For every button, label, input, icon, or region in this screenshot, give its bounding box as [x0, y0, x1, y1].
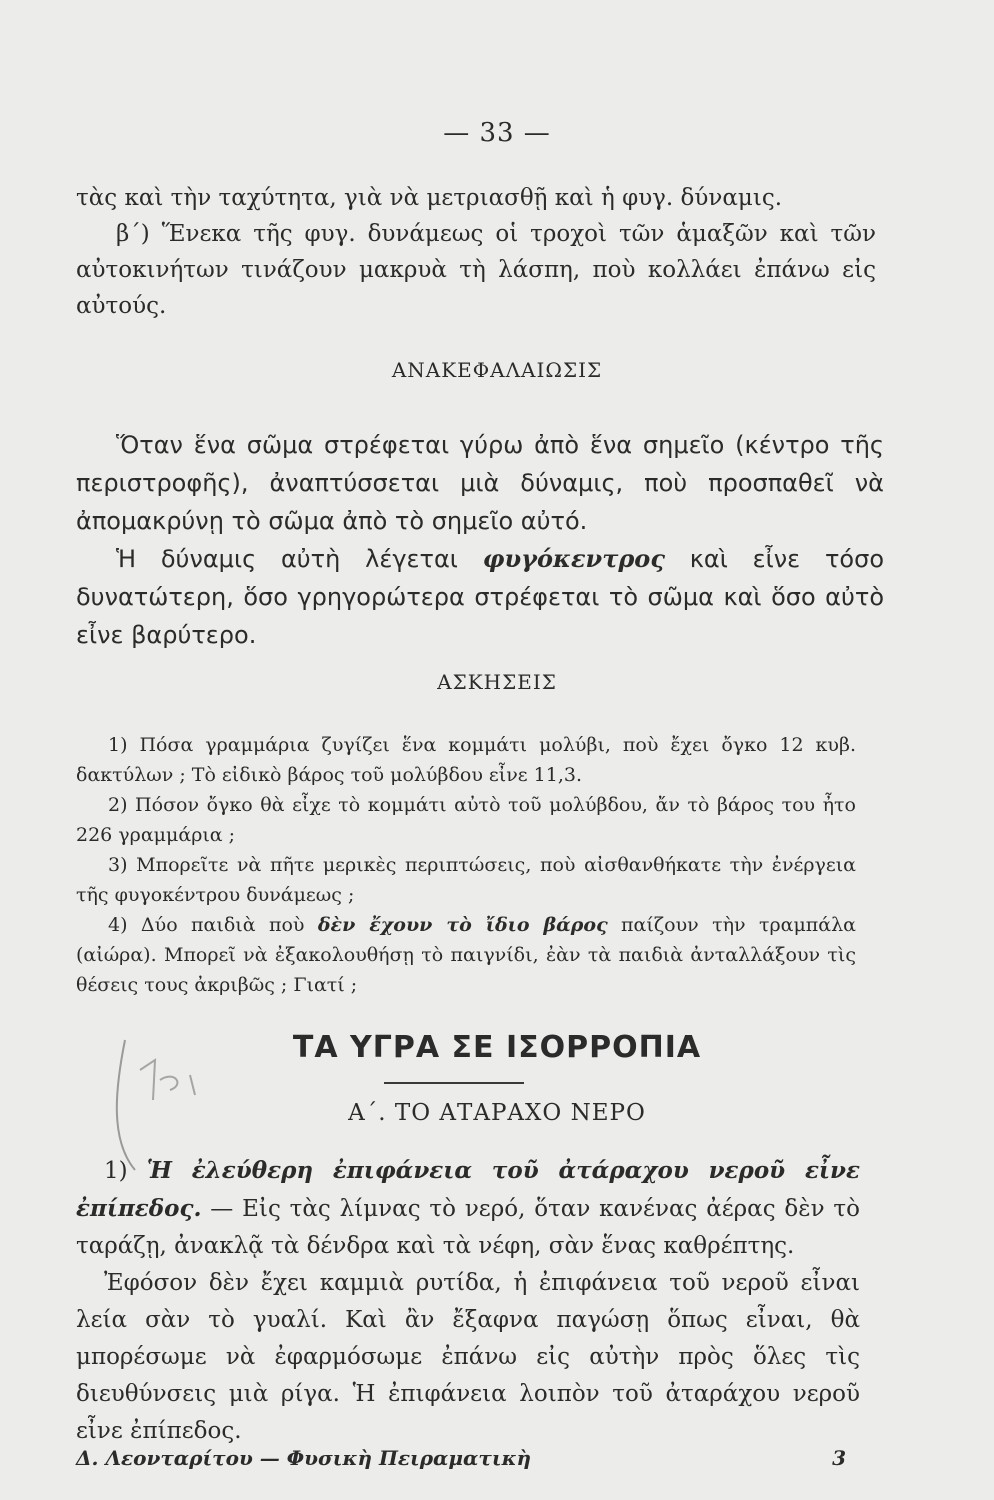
page-number: — 33 —: [443, 118, 551, 148]
exercises-list: [76, 730, 856, 1000]
body-text: [76, 1152, 860, 1450]
footer: [76, 1446, 846, 1470]
body-paragraph-2: Ἐφόσον δὲν ἔχει καμμιὰ ρυτίδα, ἡ ἐπιφάνεια τοῦ νεροῦ εἶναι λεία σὰν τὸ γυαλί. Καὶ ἂν ἔξαφνα παγώσῃ ὅπως εἶναι, θὰ μπορέσωμε νὰ ἐφαρμόσωμε ἐπάνω εἰς αὐτὴν πρὸς ὅλες τὶς διευθύνσεις μιὰ ρίγα. Ἡ ἐπιφάνεια λοιπὸν τοῦ ἀταράχου νεροῦ εἶνε ἐπίπεδος.: [76, 1270, 860, 1444]
exercise-4: 4) Δύο παιδιὰ ποὺ δὲν ἔχουν τὸ ἴδιο βάρος παίζουν τὴν τραμπάλα (αἰώρα). Μπορεῖ νὰ ἐξακολουθήσῃ τὸ παιγνίδι, ἐὰν τὰ παιδιὰ ἀνταλλάξουν τὶς θέσεις τους ἀκριβῶς ; Γιατί ;: [76, 914, 856, 996]
signature-number: 3: [832, 1446, 846, 1470]
summary-text: [76, 426, 884, 654]
intro-text: [76, 180, 876, 324]
body-lead-title: Ἡ ἐλεύθερη ἐπιφάνεια τοῦ ἀτάραχου νεροῦ εἶνε ἐπίπεδος.: [76, 1157, 860, 1222]
section-title: Α΄. ΤΟ ΑΤΑΡΑΧΟ ΝΕΡΟ: [348, 1100, 646, 1126]
summary-term: φυγόκεντρος: [482, 544, 665, 573]
summary-paragraph-1: Ὅταν ἕνα σῶμα στρέφεται γύρω ἀπὸ ἕνα σημεῖο (κέντρο τῆς περιστροφῆς), ἀναπτύσσεται μιὰ δύναμις, ποὺ προσπαθεῖ νὰ ἀπομακρύνῃ τὸ σῶμα ἀπὸ τὸ σημεῖο αὐτό.: [76, 431, 884, 535]
exercise-3: 3) Μπορεῖτε νὰ πῆτε μερικὲς περιπτώσεις, ποὺ αἰσθανθήκατε τὴν ἐνέργεια τῆς φυγοκέντρου δυνάμεως ;: [76, 854, 856, 906]
exercises-heading: ΑΣΚΗΣΕΙΣ: [437, 670, 557, 694]
exercise-1: 1) Πόσα γραμμάρια ζυγίζει ἕνα κομμάτι μολύβι, ποὺ ἔχει ὄγκο 12 κυβ. δακτύλων ; Τὸ εἰδικὸ βάρος τοῦ μολύβδου εἶνε 11,3.: [76, 734, 856, 786]
chapter-title: ΤΑ ΥΓΡΑ ΣΕ ΙΣΟΡΡΟΠΙΑ: [292, 1030, 702, 1065]
divider: [384, 1082, 524, 1084]
intro-paragraph-b: β΄) Ἕνεκα τῆς φυγ. δυνάμεως οἱ τροχοὶ τῶν ἁμαξῶν καὶ τῶν αὐτοκινήτων τινάζουν μακρυὰ τὴ λάσπη, ποὺ κολλάει ἐπάνω εἰς αὐτούς.: [76, 221, 876, 319]
summary-paragraph-2: Ἡ δύναμις αὐτὴ λέγεται φυγόκεντρος καὶ εἶνε τόσο δυνατώτερη, ὅσο γρηγορώτερα στρέφεται τὸ σῶμα καὶ ὅσο αὐτὸ εἶνε βαρύτερο.: [76, 544, 884, 649]
summary-heading: ΑΝΑΚΕΦΑΛΑΙΩΣΙΣ: [391, 358, 603, 382]
footer-text: Δ. Λεονταρίτου — Φυσικὴ Πειραματικὴ: [76, 1446, 532, 1470]
body-paragraph-1: 1) Ἡ ἐλεύθερη ἐπιφάνεια τοῦ ἀτάραχου νεροῦ εἶνε ἐπίπεδος. — Εἰς τὰς λίμνας τὸ νερό, ὅταν κανένας ἀέρας δὲν τὸ ταράζῃ, ἀνακλᾷ τὰ δένδρα καὶ τὰ νέφη, σὰν ἕνας καθρέπτης.: [76, 1157, 860, 1259]
intro-line: τὰς καὶ τὴν ταχύτητα, γιὰ νὰ μετριασθῇ καὶ ἡ φυγ. δύναμις.: [76, 185, 783, 211]
exercise-2: 2) Πόσον ὄγκο θὰ εἶχε τὸ κομμάτι αὐτὸ τοῦ μολύβδου, ἄν τὸ βάρος του ἦτο 226 γραμμάρια ;: [76, 794, 856, 846]
